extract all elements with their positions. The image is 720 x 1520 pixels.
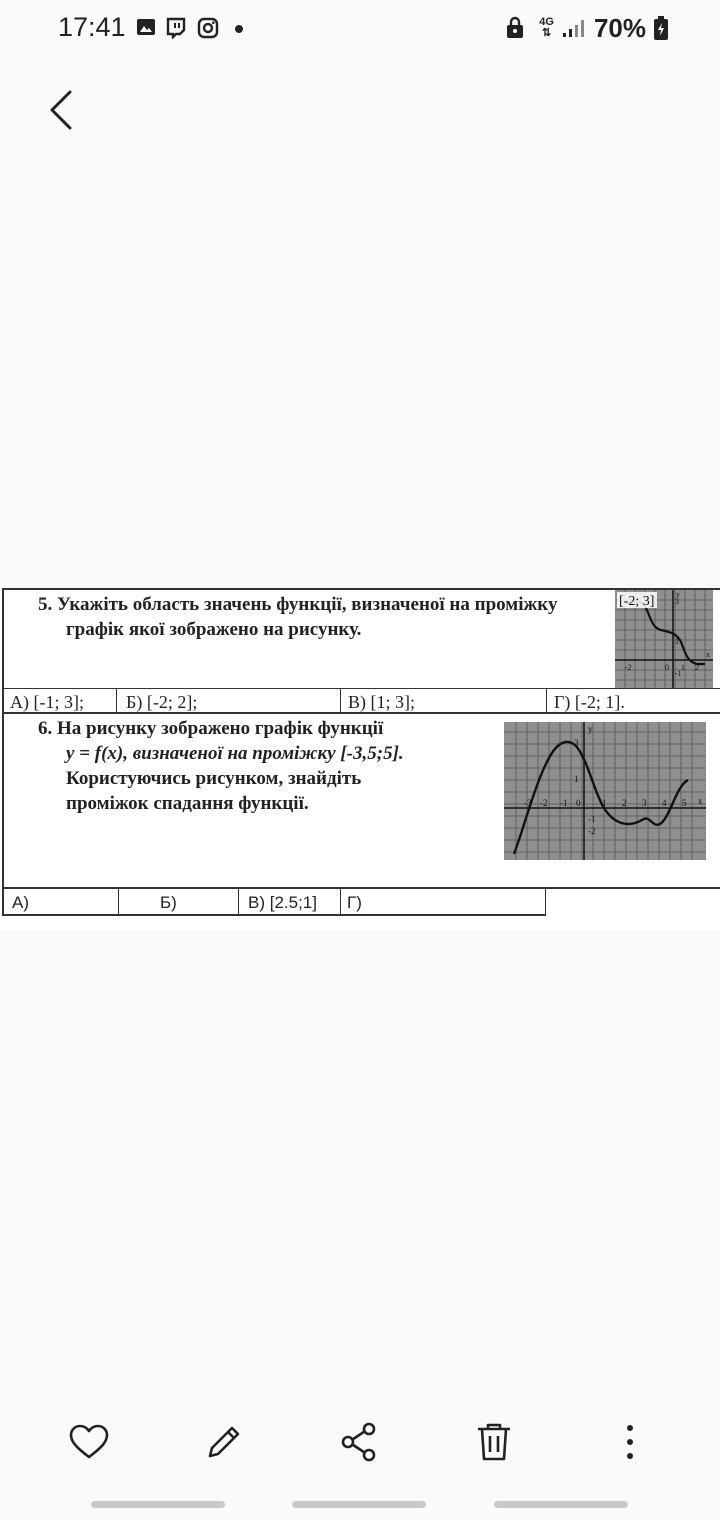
- edit-button[interactable]: [202, 1420, 246, 1464]
- network-icon: [539, 17, 554, 39]
- more-options-button[interactable]: [608, 1420, 652, 1464]
- q6-axis-y: y: [588, 724, 593, 734]
- back-button[interactable]: [40, 86, 84, 134]
- dot-icon: [234, 24, 244, 34]
- q6-tick-x1: 1: [602, 798, 607, 808]
- gallery-icon: [136, 17, 156, 37]
- q6-tick-x3: 3: [642, 798, 647, 808]
- share-button[interactable]: [337, 1420, 381, 1464]
- arrows-glyph: ⇅: [542, 27, 552, 39]
- answer-a: А): [12, 893, 29, 912]
- share-icon: [343, 1424, 374, 1460]
- delete-button[interactable]: [472, 1420, 516, 1464]
- nav-recents-button[interactable]: [91, 1501, 225, 1508]
- signal-icon: [562, 18, 586, 38]
- table-border: [545, 888, 546, 915]
- twitch-icon: [165, 17, 187, 39]
- nav-home-button[interactable]: [292, 1501, 426, 1508]
- more-icon: [627, 1425, 633, 1459]
- answer-v: В) [2.5;1]: [248, 893, 317, 912]
- q5-tick-y1: 1: [675, 637, 679, 646]
- q6-tick-x-2: -2: [540, 798, 548, 808]
- q6-tick-y-1: -1: [588, 814, 596, 824]
- status-right: [505, 12, 668, 44]
- question-5-graph: [615, 590, 713, 688]
- table-border: [2, 914, 546, 916]
- q5-tick-y-1: -1: [675, 669, 682, 678]
- instagram-icon: [197, 17, 219, 39]
- table-border: [546, 688, 547, 713]
- question-5-text: [38, 592, 557, 642]
- q6-tick-y3: 3: [574, 738, 579, 748]
- q6-tick-x5: 5: [682, 798, 687, 808]
- question-5-line1: Укажіть область значень функції, визначеної на проміжку: [57, 594, 558, 615]
- question-6-line3: Користуючись рисунком, знайдіть: [66, 768, 362, 789]
- answer-g: Г): [347, 893, 362, 912]
- answer-b: Б): [160, 893, 177, 912]
- question-6-line1: На рисунку зображено графік функції: [57, 718, 384, 739]
- q6-tick-x2: 2: [622, 798, 627, 808]
- bottom-toolbar: [0, 1406, 720, 1476]
- favorite-button[interactable]: [67, 1420, 111, 1464]
- question-5-line2: графік якої зображено на рисунку.: [66, 619, 362, 640]
- option-a: А) [-1; 3];: [10, 692, 84, 712]
- table-border: [2, 588, 720, 590]
- question-6-graph: [504, 722, 706, 860]
- option-g: Г) [-2; 1].: [554, 692, 625, 712]
- battery-icon: [654, 16, 668, 40]
- q6-tick-x0: 0: [576, 798, 581, 808]
- lock-icon: [505, 16, 525, 40]
- table-border: [116, 688, 117, 713]
- q5-tick-y3: 3: [675, 597, 679, 606]
- question-6-line4: проміжок спадання функції.: [66, 793, 309, 814]
- question-6-line2: y = f(x), визначеної на проміжку [-3,5;5].: [66, 743, 404, 764]
- q6-axis-x: x: [698, 796, 703, 806]
- question-5-number: 5.: [38, 594, 53, 615]
- option-v: В) [1; 3];: [348, 692, 415, 712]
- network-label: 4G: [539, 16, 554, 28]
- q5-tick-x-2: -2: [625, 663, 632, 672]
- table-border: [340, 888, 341, 915]
- q5-tick-x1: 1: [681, 663, 685, 672]
- table-border: [2, 588, 4, 916]
- back-chevron-icon: [52, 92, 70, 128]
- q6-tick-x-3: -3: [524, 798, 532, 808]
- table-border: [238, 888, 239, 915]
- q5-axis-y: y: [676, 590, 680, 599]
- q6-tick-y1: 1: [574, 774, 579, 784]
- q5-axis-x: x: [706, 650, 710, 659]
- question-6-number: 6.: [38, 718, 53, 739]
- status-bar: [0, 0, 720, 56]
- q6-tick-y-2: -2: [588, 826, 596, 836]
- table-border: [118, 888, 119, 915]
- q5-tick-x0: 0: [665, 663, 669, 672]
- q6-tick-x-1: -1: [560, 798, 568, 808]
- delete-icon: [478, 1425, 510, 1459]
- table-border: [340, 688, 341, 713]
- question-6-text: [38, 716, 404, 816]
- option-b: Б) [-2; 2];: [126, 692, 198, 712]
- photo-image[interactable]: [0, 588, 720, 930]
- edit-icon: [210, 1428, 238, 1456]
- q6-tick-x4: 4: [662, 798, 667, 808]
- nav-back-button[interactable]: [494, 1501, 628, 1508]
- table-border: [2, 688, 720, 689]
- q5-inset-text: [-2; 3]: [619, 594, 655, 609]
- battery-percent: 70%: [593, 12, 646, 43]
- status-time: 17:41: [58, 12, 126, 42]
- navigation-bar: [0, 1501, 720, 1509]
- heart-icon: [71, 1426, 107, 1457]
- table-border: [2, 887, 720, 889]
- q5-tick-x2: 2: [695, 663, 699, 672]
